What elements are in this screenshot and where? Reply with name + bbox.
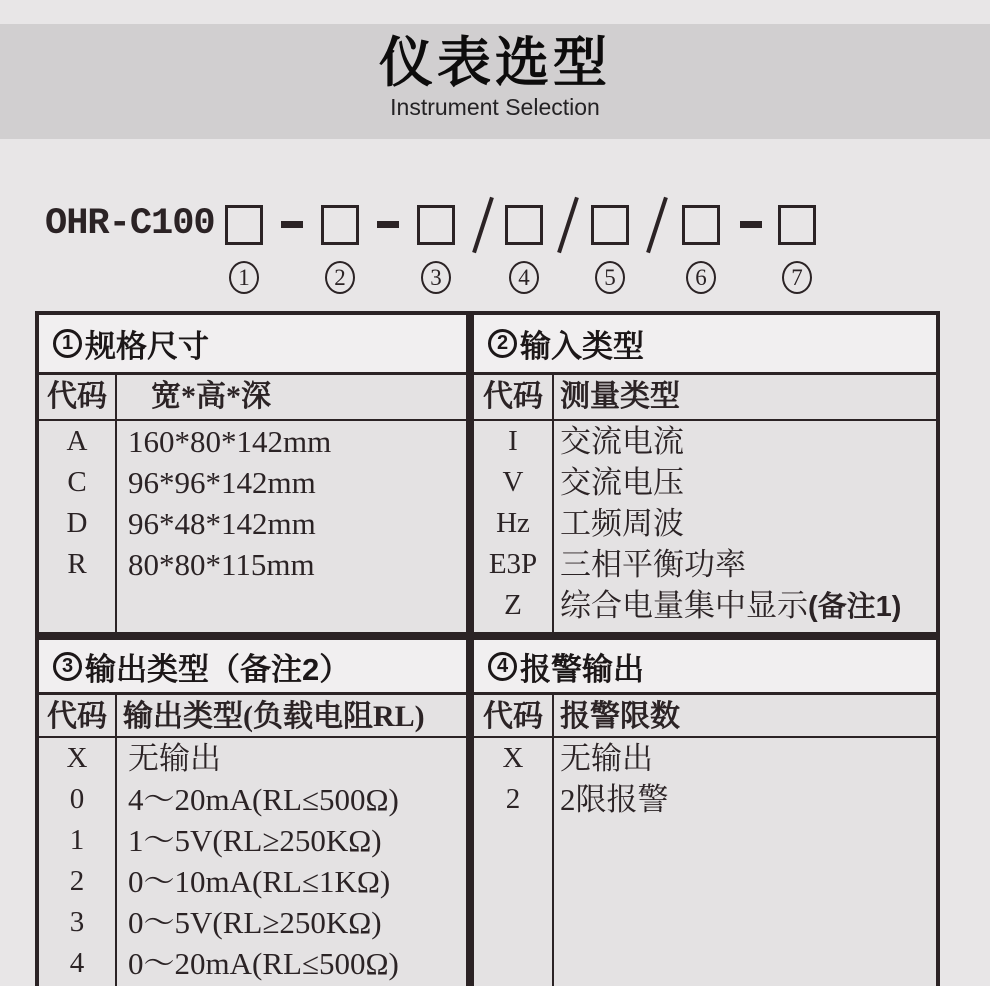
code-cell: 0 [69,783,85,815]
value-cell: 0～20mA(RL≤500Ω) [128,946,399,981]
section-title-alarm [474,640,936,695]
section-number-icon: 1 [53,329,82,358]
code-cell: E3P [488,548,538,580]
code-cell: 2 [69,865,85,897]
model-slot-box-7 [778,205,816,245]
code-cell: 2 [505,783,521,815]
table-row [474,585,936,626]
table-body [474,738,936,986]
value-cell: 工频周波 [560,506,684,541]
code-cell: 4 [69,947,85,979]
value-cell: 无输出 [560,741,653,776]
circled-number-2: 2 [325,261,355,294]
code-cell: X [502,742,524,774]
slash-separator [557,197,579,253]
table-body [39,421,466,632]
table-row [39,779,466,820]
section-title-label: 输出类型 [85,651,209,687]
value-cell: 0～5V(RL≥250KΩ) [128,905,382,940]
table-row [474,462,936,503]
table-row [39,820,466,861]
value-cell: 96*48*142mm [128,506,316,541]
vertical-divider [466,315,474,986]
table-input-type [474,315,936,632]
value-cell [552,585,936,626]
table-output-type [39,640,466,986]
section-number-icon: 4 [488,652,517,681]
table-alarm-output [474,640,936,986]
column-header-row [39,375,466,421]
value-cell: 交流电压 [560,465,684,500]
page-subtitle: Instrument Selection [390,94,600,120]
code-cell: I [508,425,518,457]
code-cell: V [502,466,524,498]
section-title-output [39,640,466,695]
column-divider [552,693,554,986]
code-cell: D [66,507,88,539]
page-title: 仪表选型 [379,33,611,93]
horizontal-divider [39,632,936,640]
model-code-line [0,0,990,310]
table-body [474,421,936,632]
section-title-spec [39,315,466,375]
value-cell: 0～10mA(RL≤1KΩ) [128,864,391,899]
slash-separator [472,197,494,253]
value-cell: 80*80*115mm [128,547,315,582]
section-title-input [474,315,936,375]
circled-number-5: 5 [595,261,625,294]
section-title-label: 输入类型 [520,329,644,364]
value-cell: 无输出 [128,741,221,776]
table-row [39,544,466,585]
column-header-code: 代码 [483,380,543,413]
code-cell: 1 [69,824,85,856]
column-header-row [474,695,936,738]
table-body [39,738,466,986]
code-cell: R [67,548,87,580]
table-row [39,503,466,544]
value-cell: 2限报警 [560,782,669,817]
model-slot-box-2 [321,205,359,245]
model-slot-box-5 [591,205,629,245]
model-slot-box-1 [225,205,263,245]
column-header-code: 代码 [483,700,543,733]
circled-number-4: 4 [509,261,539,294]
circled-number-1: 1 [229,261,259,294]
table-row [39,738,466,779]
section-title-note: （备注2） [209,651,351,687]
value-note: (备注1) [808,591,902,623]
model-slot-box-6 [682,205,720,245]
table-row [39,902,466,943]
value-cell: 160*80*142mm [128,424,332,459]
table-row [474,544,936,585]
table-row [39,462,466,503]
value-text: 综合电量集中显示 [560,588,808,623]
dash-separator [740,221,762,228]
value-cell: 三相平衡功率 [560,547,746,582]
model-prefix: OHR-C100 [45,203,215,245]
dash-separator [377,221,399,228]
code-cell: C [67,466,87,498]
value-cell: 交流电流 [560,424,684,459]
column-header-value: 宽*高*深 [151,380,271,413]
section-number-icon: 3 [53,652,82,681]
code-cell: Hz [496,507,530,539]
column-header-code: 代码 [47,380,107,413]
column-header-value: 测量类型 [560,380,680,413]
code-cell: A [66,425,88,457]
table-row [39,943,466,984]
value-cell: 4～20mA(RL≤500Ω) [128,782,399,817]
code-cell: Z [504,589,522,621]
column-header-row [474,375,936,421]
value-cell: 1～5V(RL≥250KΩ) [128,823,382,858]
column-header-code: 代码 [47,700,107,733]
circled-number-6: 6 [686,261,716,294]
table-row [474,421,936,462]
table-row [474,779,936,820]
model-slot-box-3 [417,205,455,245]
table-spec-size [39,315,466,632]
section-title-label: 报警输出 [520,651,644,687]
value-cell: 96*96*142mm [128,465,316,500]
column-header-value: 报警限数 [560,700,680,733]
selection-table [35,311,940,986]
table-row [39,421,466,462]
section-title-label: 规格尺寸 [85,329,209,364]
table-row [474,738,936,779]
dash-separator [281,221,303,228]
table-row [39,861,466,902]
code-cell: 3 [69,906,85,938]
slash-separator [646,197,668,253]
column-header-value: 输出类型(负载电阻RL) [123,700,425,733]
circled-number-3: 3 [421,261,451,294]
code-cell: X [66,742,88,774]
section-number-icon: 2 [488,329,517,358]
table-row [474,503,936,544]
circled-number-7: 7 [782,261,812,294]
model-slot-box-4 [505,205,543,245]
column-header-row [39,695,466,738]
